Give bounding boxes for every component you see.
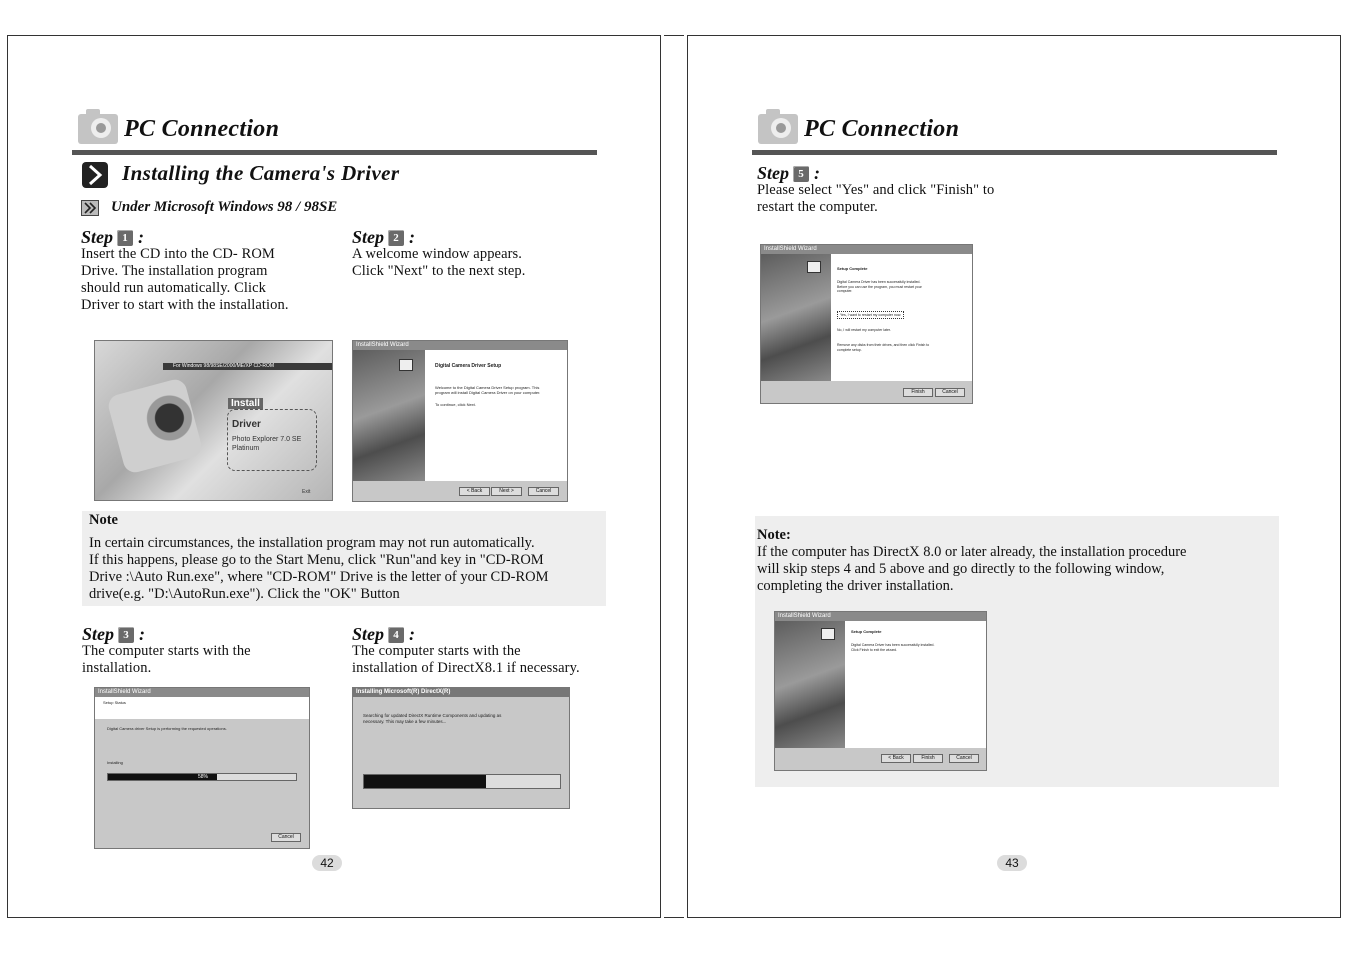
camera-icon: [76, 106, 120, 146]
header-divider: [752, 150, 1277, 155]
status-header-panel: [95, 697, 309, 719]
setup-icon: [821, 628, 835, 640]
window-title-bar: InstallShield Wizard: [761, 245, 972, 254]
cancel-button[interactable]: Cancel: [935, 388, 965, 397]
back-button[interactable]: < Back: [881, 754, 911, 763]
header-divider: [72, 150, 597, 155]
note-title: Note:: [757, 527, 791, 543]
section-title: Installing the Camera's Driver: [122, 161, 400, 185]
step-number-badge: 2: [388, 230, 404, 246]
wizard-continue: To continue, click Next.: [435, 402, 476, 407]
exit-menu-item: Exit: [302, 489, 311, 495]
install-label: Install: [228, 398, 263, 409]
status-label: Setup Status: [103, 700, 126, 705]
back-button[interactable]: < Back: [459, 487, 490, 496]
driver-menu-item: Driver: [232, 419, 261, 430]
cancel-button[interactable]: Cancel: [528, 487, 559, 496]
welcome-window-screenshot: [352, 340, 568, 502]
step-2-text: A welcome window appears. Click "Next" to the next step.: [352, 246, 526, 279]
directx-install-screenshot: [352, 687, 570, 809]
gutter-line-bottom: [664, 917, 684, 918]
window-title-bar: InstallShield Wizard: [353, 341, 567, 350]
chevron-right-icon: [81, 161, 109, 189]
status-body: Digital Camera driver Setup is performing the requested operations.: [107, 726, 227, 731]
platinum-label: Platinum: [232, 445, 260, 452]
wizard-side-graphic: [775, 621, 845, 748]
setup-icon: [399, 359, 413, 371]
setup-icon: [807, 261, 821, 273]
step-5-text: Please select "Yes" and click "Finish" to restart the computer.: [757, 182, 995, 215]
photo-explorer-menu-item: Photo Explorer 7.0 SE: [232, 436, 302, 443]
setup-complete-screenshot: [774, 611, 987, 771]
wizard-heading: Digital Camera Driver Setup: [435, 363, 502, 369]
note-text: If the computer has DirectX 8.0 or later already, the installation procedure will skip steps 4 and 5 above and go directly to the following window, completing the driver installation.: [757, 544, 1187, 594]
cancel-button[interactable]: Cancel: [271, 833, 301, 842]
setup-complete-restart-screenshot: [760, 244, 973, 404]
remove-disks-text: Remove any disks from their drives, and then click Finish to complete setup.: [837, 343, 930, 352]
wizard-content: [845, 621, 986, 748]
step-number-badge: 5: [793, 166, 809, 182]
note-box: [755, 516, 1279, 787]
wizard-side-graphic: [353, 350, 425, 481]
step-3-text: The computer starts with the installation.: [82, 643, 251, 676]
cd-banner: For Windows 98/98SE/2000/ME/XP CD-ROM: [163, 363, 333, 370]
step-1-heading: Step 1 :: [81, 227, 145, 247]
wizard-heading: Setup Complete: [837, 266, 868, 271]
step-5-heading: Step 5 :: [757, 163, 821, 183]
wizard-body: Welcome to the Digital Camera Driver Setup program. This program will install Digital Camera Driver on your computer.: [435, 385, 541, 395]
progress-fill: [364, 775, 486, 788]
step-3-heading: Step 3 :: [82, 624, 146, 644]
restart-no-option[interactable]: No, I will restart my computer later.: [837, 328, 891, 332]
camera-image: [106, 377, 204, 475]
wizard-heading: Setup Complete: [851, 629, 882, 634]
subsection-title: Under Microsoft Windows 98 / 98SE: [111, 199, 338, 215]
manual-page-42: [7, 35, 661, 918]
page-title: PC Connection: [124, 116, 280, 142]
page-number: 42: [312, 855, 342, 871]
cd-autorun-screenshot: [94, 340, 333, 501]
window-title-bar: Installing Microsoft(R) DirectX(R): [353, 688, 569, 697]
restart-yes-option[interactable]: Yes, I want to restart my computer now.: [837, 311, 904, 319]
directx-body: Searching for updated DirectX Runtime Components and updating as necessary. This may take a few minutes...: [363, 713, 502, 724]
step-1-text: Insert the CD into the CD- ROM Drive. The installation program should run automatically. Click Driver to start with the installation.: [81, 246, 289, 313]
wizard-body: Digital Camera Driver has been successfully installed. Before you can use the program, you must restart your computer.: [837, 280, 922, 293]
finish-button[interactable]: Finish: [903, 388, 933, 397]
note-title: Note: [89, 512, 118, 528]
note-text: In certain circumstances, the installation program may not run automatically. If this happens, please go to the Start Menu, click "Run"and key in "CD-ROM Drive :\Auto Run.exe", where "CD-ROM" Drive is the letter of your CD-ROM drive(e.g. "D:\AutoRun.exe"). Click the "OK" Button: [89, 535, 549, 602]
manual-page-43: [687, 35, 1341, 918]
install-progress-bar: [107, 773, 297, 781]
page-number: 43: [997, 855, 1027, 871]
step-number-badge: 1: [117, 230, 133, 246]
installing-label: Installing: [107, 760, 123, 765]
window-title-bar: InstallShield Wizard: [775, 612, 986, 621]
step-number-badge: 4: [388, 627, 404, 643]
wizard-content: [425, 350, 567, 481]
directx-progress-bar: [363, 774, 561, 789]
wizard-body: Digital Camera Driver has been successfully installed. Click Finish to exit the wizard.: [851, 643, 935, 652]
double-chevron-icon: [81, 200, 99, 216]
page-title: PC Connection: [804, 116, 960, 142]
window-title-bar: InstallShield Wizard: [95, 688, 309, 697]
camera-icon: [756, 106, 800, 146]
step-4-text: The computer starts with the installation of DirectX8.1 if necessary.: [352, 643, 580, 676]
next-button[interactable]: Next >: [491, 487, 522, 496]
progress-percent: 58%: [198, 774, 209, 780]
step-4-heading: Step 4 :: [352, 624, 416, 644]
setup-status-screenshot: [94, 687, 310, 849]
step-number-badge: 3: [118, 627, 134, 643]
wizard-side-graphic: [761, 254, 831, 381]
note-box: [82, 511, 606, 606]
gutter-line-top: [664, 35, 684, 36]
cancel-button[interactable]: Cancel: [949, 754, 979, 763]
step-2-heading: Step 2 :: [352, 227, 416, 247]
finish-button[interactable]: Finish: [913, 754, 943, 763]
